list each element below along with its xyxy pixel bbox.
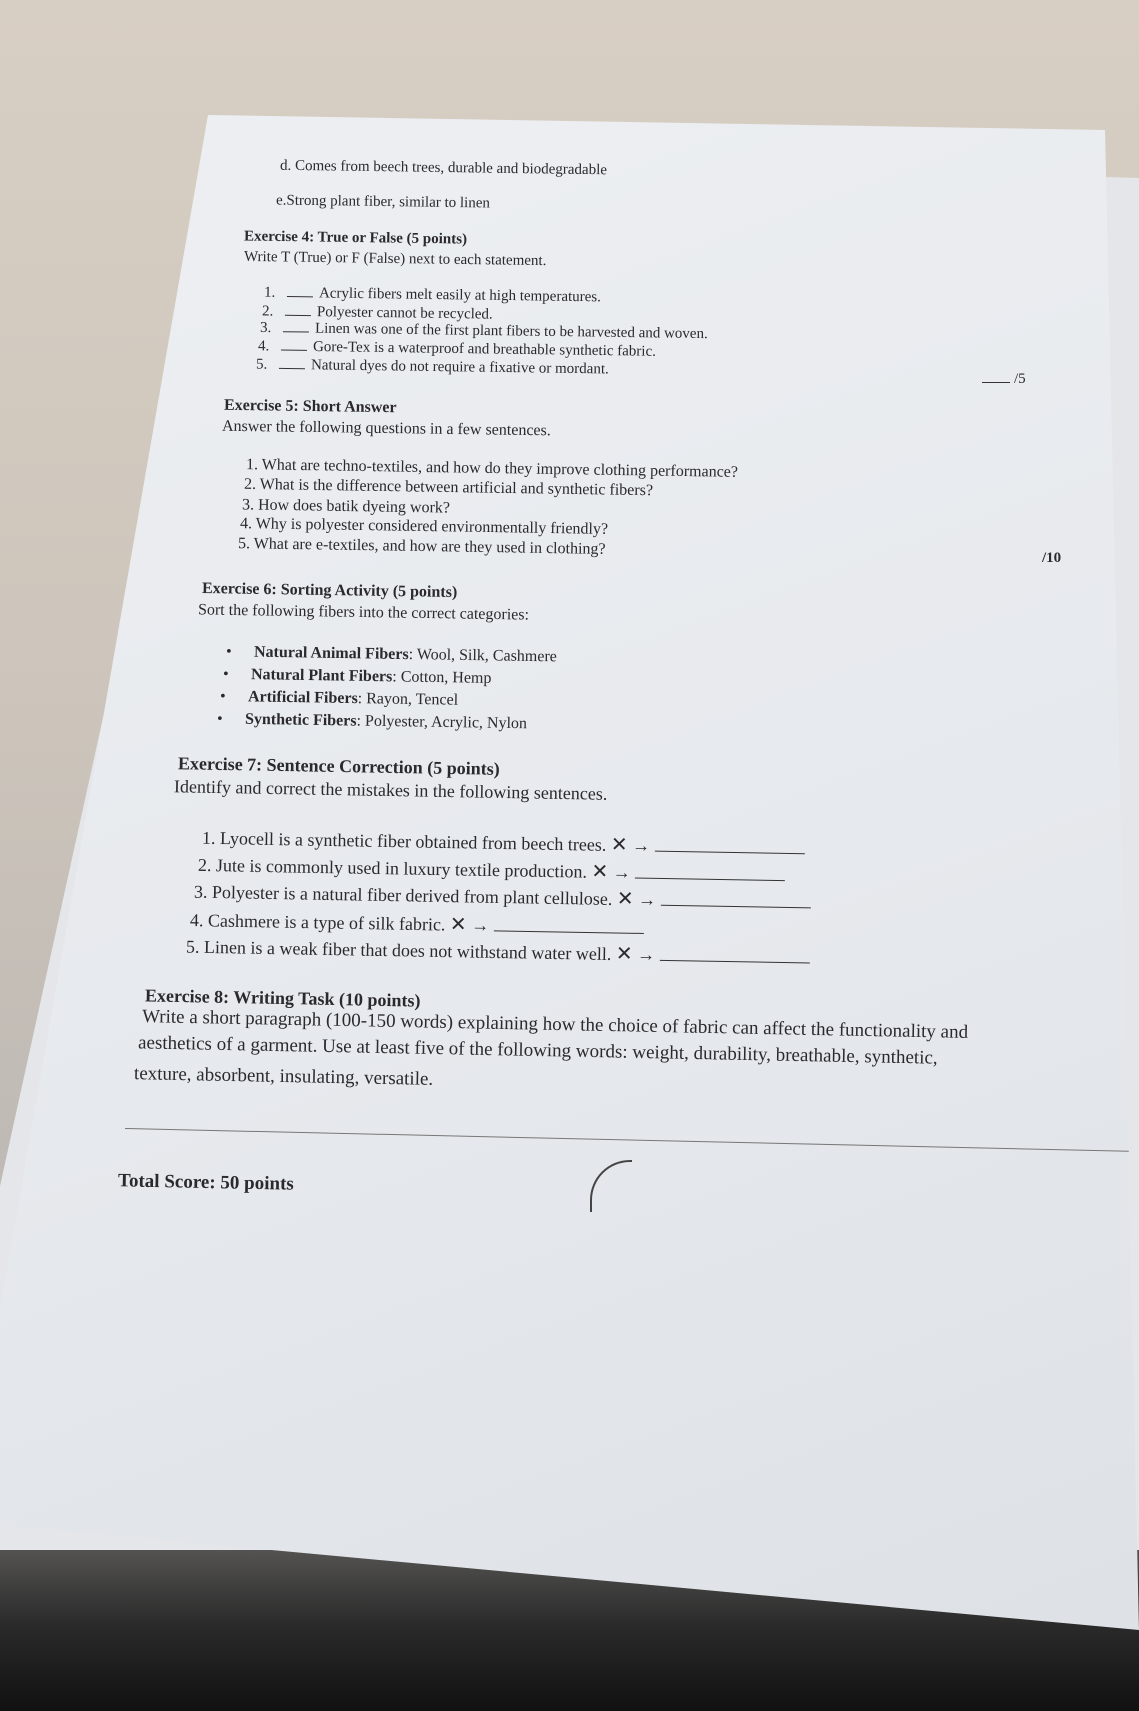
total-score: Total Score: 50 points [117, 1170, 294, 1195]
arrow-icon: → [471, 914, 490, 936]
correction-blank[interactable] [494, 916, 644, 934]
answer-blank[interactable] [283, 317, 309, 332]
cross-icon: ✕ [610, 831, 628, 857]
tf-item: 1. Acrylic fibers melt easily at high temperatures. [264, 282, 601, 307]
correction-blank[interactable] [635, 864, 785, 882]
correction-item: 3. Polyester is a natural fiber derived from plant cellulose. ✕ → [194, 879, 811, 914]
short-answer-question: 4. Why is polyester considered environmentally friendly? [239, 515, 609, 538]
correction-item: 2. Jute is commonly used in luxury textile production. ✕ → [198, 852, 786, 886]
short-answer-question: 3. How does batik dyeing work? [241, 496, 451, 517]
cross-icon: ✕ [615, 941, 633, 966]
short-answer-question: 1. What are techno-textiles, and how do they improve clothing performance? [245, 456, 739, 481]
correction-item: 5. Linen is a weak fiber that does not withstand water well. ✕ → [186, 934, 810, 969]
short-answer-question: 2. What is the difference between artificial and synthetic fibers? [243, 475, 654, 500]
exercise-7-title: Exercise 7: Sentence Correction (5 points) [177, 753, 500, 779]
option-e: e.Strong plant fiber, similar to linen [275, 192, 491, 212]
cross-icon: ✕ [591, 858, 609, 884]
sorting-item: • Natural Plant Fibers: Cotton, Hemp [251, 666, 492, 688]
writing-task-line: Write a short paragraph (100-150 words) explaining how the choice of fabric can affect the functionality and [141, 1006, 969, 1043]
writing-task-line: texture, absorbent, insulating, versatile. [133, 1063, 434, 1090]
exercise-6-title: Exercise 6: Sorting Activity (5 points) [201, 579, 458, 602]
exercise-7-instruction: Identify and correct the mistakes in the following sentences. [173, 776, 608, 804]
arrow-icon: → [637, 889, 657, 910]
short-answer-question: 5. What are e-textiles, and how are they used in clothing? [237, 535, 606, 558]
answer-blank[interactable] [287, 282, 313, 297]
tf-item: 4. Gore-Tex is a waterproof and breathable synthetic fabric. [258, 335, 656, 361]
writing-task-line: aesthetics of a garment. Use at least five of the following words: weight, durability, breathable, synthetic, [137, 1032, 938, 1069]
correction-item: 1. Lyocell is a synthetic fiber obtained from beech trees. ✕ → [202, 825, 805, 860]
tf-item: 5. Natural dyes do not require a fixative or mordant. [256, 354, 609, 379]
exercise-6-instruction: Sort the following fibers into the correct categories: [197, 601, 530, 624]
correction-blank[interactable] [660, 891, 810, 909]
exercise-8-title: Exercise 8: Writing Task (10 points) [144, 985, 421, 1011]
divider-line [125, 1128, 1129, 1152]
sorting-item: • Natural Animal Fibers: Wool, Silk, Cashmere [254, 644, 557, 667]
tf-item: 3. Linen was one of the first plant fibers to be harvested and woven. [260, 317, 708, 343]
correction-blank[interactable] [660, 946, 810, 964]
answer-blank[interactable] [285, 301, 311, 316]
cross-icon: ✕ [616, 886, 634, 911]
answer-blank[interactable] [279, 354, 305, 369]
exercise-5-score: /10 [1042, 550, 1062, 566]
cross-icon: ✕ [449, 911, 467, 936]
exercise-4-title: Exercise 4: True or False (5 points) [243, 228, 468, 248]
arrow-icon: → [631, 835, 651, 856]
correction-blank[interactable] [654, 837, 804, 855]
exercise-4-score: /5 [982, 368, 1026, 388]
exercise-5-instruction: Answer the following questions in a few sentences. [221, 417, 551, 440]
answer-blank[interactable] [281, 336, 307, 351]
exercise-5-title: Exercise 5: Short Answer [223, 396, 397, 417]
pen-mark [590, 1160, 632, 1212]
arrow-icon: → [636, 944, 656, 965]
sorting-item: • Artificial Fibers: Rayon, Tencel [248, 688, 458, 709]
option-d: d. Comes from beech trees, durable and biodegradable [279, 157, 608, 179]
arrow-icon: → [612, 862, 631, 883]
exercise-4-instruction: Write T (True) or F (False) next to each statement. [243, 248, 547, 270]
sorting-item: • Synthetic Fibers: Polyester, Acrylic, Nylon [245, 711, 527, 733]
tf-item: 2. Polyester cannot be recycled. [262, 300, 493, 323]
correction-item: 4. Cashmere is a type of silk fabric. ✕ → [190, 907, 644, 939]
score-blank[interactable] [982, 368, 1010, 383]
